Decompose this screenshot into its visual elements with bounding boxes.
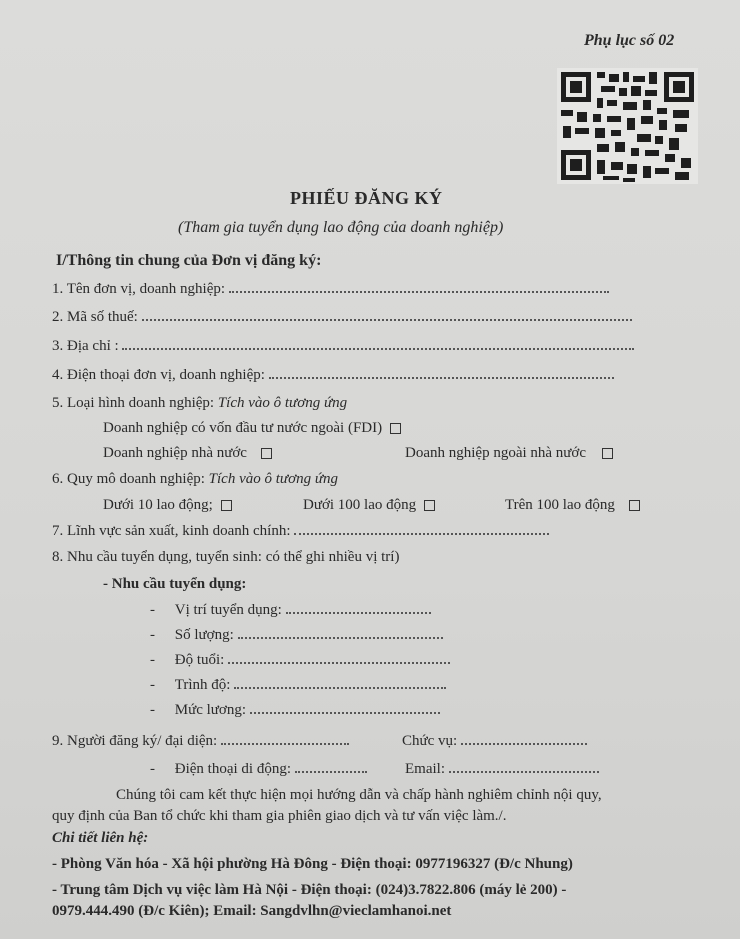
fill-line[interactable] — [229, 290, 609, 293]
checkbox-icon[interactable] — [602, 448, 613, 459]
commitment-line-1: Chúng tôi cam kết thực hiện mọi hướng dẫn và chấp hành nghiêm chỉnh nội quy, — [116, 787, 602, 803]
fill-line[interactable] — [461, 742, 587, 745]
contact-ward-office: - Phòng Văn hóa - Xã hội phường Hà Đông - Điện thoại: 0977196327 (Đ/c Nhung) — [52, 856, 573, 872]
field-label: Số lượng: — [174, 627, 234, 643]
fill-line[interactable] — [238, 636, 443, 639]
field-email — [405, 761, 599, 778]
option-over-100 — [505, 497, 640, 514]
option-fdi — [103, 420, 401, 437]
fill-line[interactable] — [234, 686, 446, 689]
field-label: Trình độ: — [174, 677, 231, 693]
option-state-owned — [103, 445, 272, 462]
checkbox-icon[interactable] — [221, 500, 232, 511]
dash-bullet-icon: - — [150, 761, 155, 777]
checkbox-icon[interactable] — [390, 423, 401, 434]
option-label: Doanh nghiệp có vốn đầu tư nước ngoài (FDI) — [103, 420, 383, 436]
fill-line[interactable] — [142, 318, 632, 321]
fill-line[interactable] — [122, 347, 634, 350]
need-qualification — [150, 677, 446, 694]
fill-line[interactable] — [286, 611, 431, 614]
qr-code-icon — [557, 68, 698, 184]
form-title: PHIẾU ĐĂNG KÝ — [290, 188, 443, 208]
field-label: 9. Người đăng ký/ đại diện: — [52, 733, 218, 749]
checkbox-icon[interactable] — [629, 500, 640, 511]
fill-line[interactable] — [221, 742, 349, 745]
field-business-type — [52, 395, 347, 412]
need-age — [150, 652, 450, 669]
fill-line[interactable] — [250, 711, 440, 714]
option-non-state — [405, 445, 613, 462]
checkbox-icon[interactable] — [424, 500, 435, 511]
dash-bullet-icon: - — [150, 652, 155, 668]
dash-bullet-icon: - — [150, 677, 155, 693]
option-label: Dưới 100 lao động — [303, 497, 417, 513]
form-subtitle: (Tham gia tuyển dụng lao động của doanh nghiệp) — [178, 219, 504, 236]
fill-line[interactable] — [269, 376, 614, 379]
contact-employment-center: - Trung tâm Dịch vụ việc làm Hà Nội - Điện thoại: (024)3.7822.806 (máy lẻ 200) - — [52, 882, 567, 898]
option-label: Dưới 10 lao động; — [103, 497, 213, 513]
field-label: 1. Tên đơn vị, doanh nghiệp: — [52, 281, 226, 297]
field-company-name — [52, 281, 609, 298]
field-label: 5. Loại hình doanh nghiệp: — [52, 395, 215, 411]
need-position — [150, 602, 431, 619]
dash-bullet-icon: - — [150, 602, 155, 618]
option-under-10 — [103, 497, 232, 514]
field-label: 6. Quy mô doanh nghiệp: — [52, 471, 205, 487]
field-mobile — [150, 761, 367, 778]
field-note: Tích vào ô tương ứng — [217, 395, 348, 411]
need-salary — [150, 702, 440, 719]
field-main-business — [52, 523, 549, 540]
field-label: 3. Địa chỉ : — [52, 338, 119, 354]
field-label: 4. Điện thoại đơn vị, doanh nghiệp: — [52, 367, 265, 383]
field-label: 2. Mã số thuế: — [52, 309, 138, 325]
need-quantity — [150, 627, 443, 644]
field-label: Độ tuổi: — [174, 652, 225, 668]
contact-heading: Chi tiết liên hệ: — [52, 830, 149, 846]
fill-line[interactable] — [294, 532, 549, 535]
field-tax-code — [52, 309, 632, 326]
fill-line[interactable] — [228, 661, 450, 664]
section-heading-general-info: I/Thông tin chung của Đơn vị đăng ký: — [56, 252, 322, 269]
option-label: Doanh nghiệp nhà nước — [103, 445, 247, 461]
field-label: Điện thoại di động: — [174, 761, 291, 777]
checkbox-icon[interactable] — [261, 448, 272, 459]
field-note: Tích vào ô tương ứng — [208, 471, 339, 487]
field-representative — [52, 733, 349, 750]
dash-bullet-icon: - — [150, 702, 155, 718]
dash-bullet-icon: - — [150, 627, 155, 643]
appendix-label: Phụ lục số 02 — [584, 32, 675, 49]
field-label: Vị trí tuyển dụng: — [174, 602, 282, 618]
needs-subheading: - Nhu cầu tuyển dụng: — [103, 576, 247, 592]
field-label: Chức vụ: — [402, 733, 458, 749]
commitment-line-2: quy định của Ban tổ chức khi tham gia phiên giao dịch và tư vấn việc làm./. — [52, 808, 507, 824]
field-address — [52, 338, 634, 355]
option-label: Trên 100 lao động — [505, 497, 615, 513]
field-label: Email: — [405, 761, 445, 777]
field-company-phone — [52, 367, 614, 384]
field-recruitment-needs: 8. Nhu cầu tuyển dụng, tuyển sinh: có thể ghi nhiều vị trí) — [52, 549, 400, 565]
fill-line[interactable] — [449, 770, 599, 773]
fill-line[interactable] — [295, 770, 367, 773]
option-label: Doanh nghiệp ngoài nhà nước — [405, 445, 587, 461]
contact-employment-center-2: 0979.444.490 (Đ/c Kiên); Email: Sangdvlhn@vieclamhanoi.net — [52, 903, 452, 919]
option-under-100 — [303, 497, 435, 514]
field-position-title — [402, 733, 587, 750]
field-company-size — [52, 471, 338, 488]
field-label: 7. Lĩnh vực sản xuất, kinh doanh chính: — [52, 523, 291, 539]
field-label: Mức lương: — [174, 702, 247, 718]
